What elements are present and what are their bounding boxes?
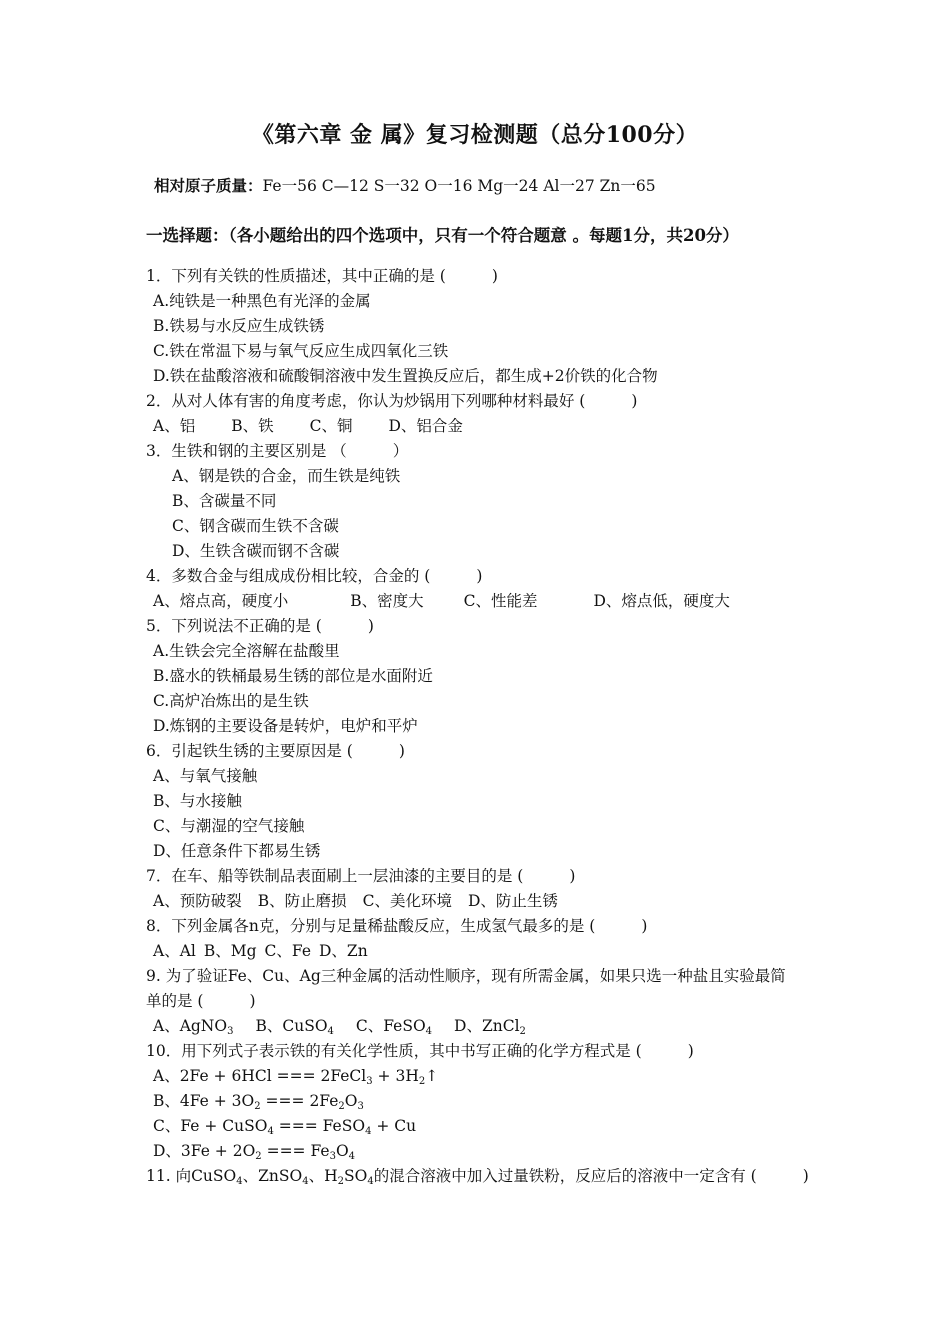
question-6-option-d: D、任意条件下都易生锈	[153, 842, 321, 860]
question-6-stem: 6．引起铁生锈的主要原因是 ( )	[146, 742, 405, 760]
question-5-stem: 5．下列说法不正确的是 ( )	[146, 617, 374, 635]
question-7-option-a: A、预防破裂	[153, 892, 242, 910]
question-9-stem-line-1: 9. 为了验证Fe、Cu、Ag三种金属的活动性顺序，现有所需金属，如果只选一种盐且实验最简	[146, 967, 786, 985]
question-8-option-a: A、Al	[153, 942, 196, 960]
question-3-option-a: A、钢是铁的合金，而生铁是纯铁	[172, 467, 401, 485]
question-1-option-b: B.铁易与水反应生成铁锈	[153, 317, 325, 335]
question-11-stem: 11. 向CuSO$_4$、ZnSO$_4$、$H_2SO_4$的混合溶液中加入过量铁粉，反应后的溶液中一定含有 ( )	[146, 1167, 809, 1187]
question-6-option-c: C、与潮湿的空气接触	[153, 817, 305, 835]
question-7-stem: 7．在车、船等铁制品表面刷上一层油漆的主要目的是 ( )	[146, 867, 576, 885]
section-heading: 一选择题：（各小题给出的四个选项中，只有一个符合题意 。每题1分，共20分）	[146, 226, 739, 245]
question-9-option-d: D、ZnCl$_2$	[454, 1017, 526, 1037]
question-3-option-d: D、生铁含碳而钢不含碳	[172, 542, 340, 560]
question-8-option-c: C、Fe	[264, 942, 311, 960]
question-9-option-a: A、AgNO$_3$	[153, 1017, 234, 1037]
question-5-option-d: D.炼钢的主要设备是转炉，电炉和平炉	[153, 717, 418, 735]
question-4-option-c: C、性能差	[463, 592, 538, 610]
question-5-option-c: C.高炉冶炼出的是生铁	[153, 692, 309, 710]
question-9-stem-line-2: 单的是 ( )	[146, 992, 256, 1010]
question-2-option-c: C、铜	[309, 417, 353, 435]
question-2-options	[153, 416, 463, 436]
question-1-option-d: D.铁在盐酸溶液和硫酸铜溶液中发生置换反应后，都生成+2价铁的化合物	[153, 367, 658, 385]
question-6-option-b: B、与水接触	[153, 792, 242, 810]
question-9-option-c: C、FeSO$_4$	[355, 1017, 433, 1037]
question-3-option-b: B、含碳量不同	[172, 492, 277, 510]
question-10-option-b: B、$4Fe + 3O_2$ === $2Fe_2O_3$	[153, 1092, 364, 1112]
question-10-option-d: D、$3Fe + 2O_2$ === $Fe_3O_4$	[153, 1142, 356, 1162]
question-7-option-c: C、美化环境	[362, 892, 452, 910]
question-1-stem: 1．下列有关铁的性质描述，其中正确的是 ( )	[146, 267, 498, 285]
question-2-option-b: B、铁	[231, 417, 274, 435]
question-8-options	[153, 941, 368, 961]
question-7-option-d: D、防止生锈	[467, 892, 558, 910]
question-5-option-b: B.盛水的铁桶最易生锈的部位是水面附近	[153, 667, 433, 685]
question-3-stem: 3．生铁和钢的主要区别是 （ ）	[146, 442, 409, 460]
question-2-stem: 2．从对人体有害的角度考虑，你认为炒锅用下列哪种材料最好 ( )	[146, 392, 638, 410]
page-title: 《第六章 金 属》复习检测题（总分100分）	[251, 122, 699, 148]
question-8-option-d: D、Zn	[319, 942, 368, 960]
question-7-options	[153, 891, 558, 911]
question-10-option-a: A、2Fe + 6HCl === 2FeCl$_3$ + $3H_2↑$	[153, 1067, 439, 1087]
question-2-option-d: D、铝合金	[388, 417, 463, 435]
question-8-option-b: B、Mg	[203, 942, 257, 960]
question-9-option-b: B、CuSO$_4$	[255, 1017, 334, 1037]
question-1-option-c: C.铁在常温下易与氧气反应生成四氧化三铁	[153, 342, 449, 360]
question-10-option-c: C、Fe + CuSO$_4$ === FeSO$_4$ + Cu	[153, 1117, 417, 1137]
atomic-mass-values: Fe一56 C—12 S一32 O一16 Mg一24 Al一27 Zn一65	[262, 177, 656, 195]
question-4-option-b: B、密度大	[350, 592, 424, 610]
question-4-stem: 4．多数合金与组成成份相比较，合金的 ( )	[146, 567, 483, 585]
question-2-option-a: A、铝	[153, 417, 196, 435]
question-7-option-b: B、防止磨损	[257, 892, 347, 910]
question-10-stem: 10．用下列式子表示铁的有关化学性质，其中书写正确的化学方程式是 ( )	[146, 1042, 694, 1060]
atomic-mass-label: 相对原子质量：	[154, 176, 263, 195]
question-8-stem: 8．下列金属各n克，分别与足量稀盐酸反应，生成氢气最多的是 ( )	[146, 917, 648, 935]
question-6-option-a: A、与氧气接触	[153, 767, 258, 785]
question-4-option-a: A、熔点高，硬度小	[153, 592, 289, 610]
question-4-option-d: D、熔点低，硬度大	[593, 592, 730, 610]
question-1-option-a: A.纯铁是一种黑色有光泽的金属	[153, 292, 371, 310]
atomic-mass-line	[154, 174, 656, 196]
question-3-option-c: C、钢含碳而生铁不含碳	[172, 517, 339, 535]
question-4-options	[153, 591, 730, 611]
question-5-option-a: A.生铁会完全溶解在盐酸里	[153, 642, 340, 660]
question-9-options	[153, 1016, 526, 1036]
